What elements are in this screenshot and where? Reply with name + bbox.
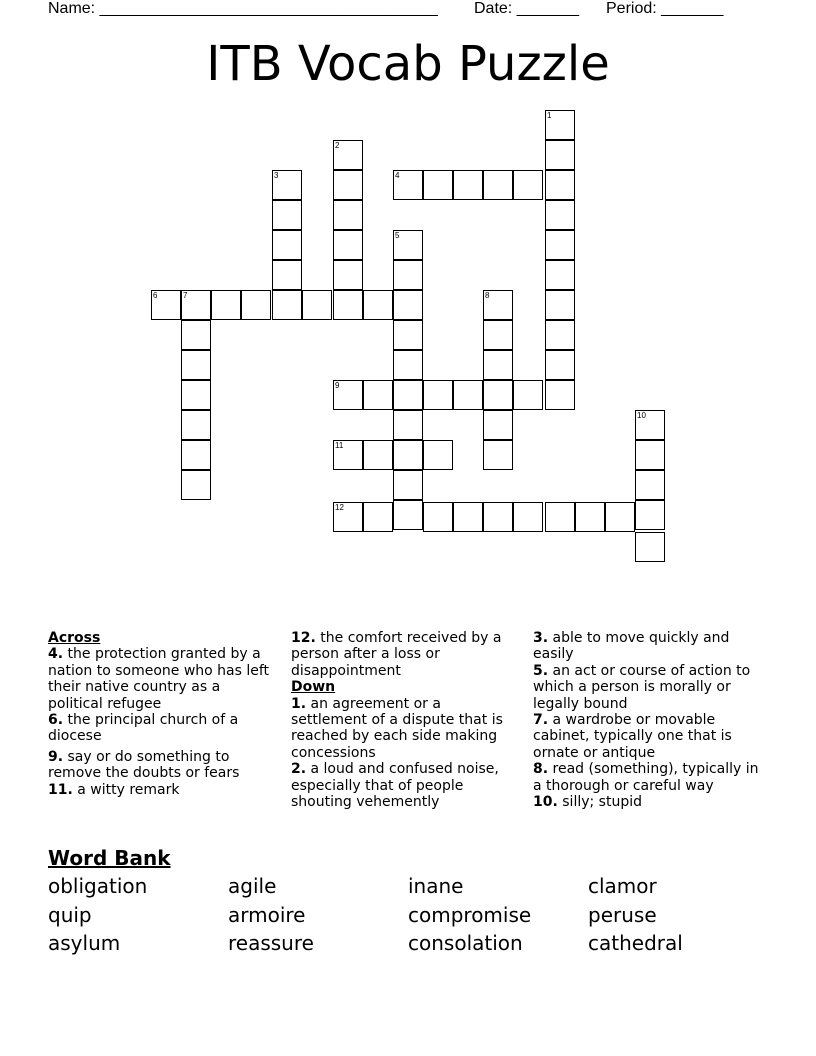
crossword-cell[interactable] [545,110,575,140]
clue-number: 12. [291,630,316,646]
clue-down-10 [533,794,763,810]
date-field[interactable]: Date: _______ [474,0,579,17]
crossword-cell[interactable] [181,320,211,350]
word-bank-item: quip [48,903,92,927]
clue-text: a wardrobe or movable cabinet, typically one that is ornate or antique [533,712,732,761]
word-bank-item: armoire [228,903,306,927]
crossword-cell[interactable] [333,260,363,290]
crossword-cell[interactable] [393,290,423,320]
clue-number: 5. [533,662,549,679]
crossword-cell[interactable] [393,320,423,350]
clues-column-1 [48,630,278,798]
crossword-cell[interactable] [333,380,363,410]
crossword-cell[interactable] [393,350,423,380]
crossword-cell[interactable] [545,502,575,532]
clues-column-2 [291,630,521,810]
cell-number: 4 [395,171,400,180]
crossword-cell[interactable] [393,230,423,260]
cell-number: 6 [153,291,158,300]
clue-text: say or do something to remove the doubts or fears [48,748,240,782]
cell-number: 5 [395,231,400,240]
clue-down-8 [533,761,763,794]
clue-across-9 [48,749,278,782]
clue-number: 8. [533,761,549,778]
clue-text: the protection granted by a nation to someone who has left their native country as a political refugee [48,646,270,712]
crossword-cell[interactable] [483,320,513,350]
clue-across-4 [48,646,278,712]
crossword-cell[interactable] [363,502,393,532]
cell-number: 12 [335,503,344,512]
crossword-cell[interactable] [483,440,513,470]
clue-number: 2. [291,761,307,778]
crossword-cell[interactable] [393,470,423,500]
crossword-cell[interactable] [545,230,575,260]
clue-text: an agreement or a settlement of a dispute that is reached by each side making concessions [291,695,503,761]
word-bank-item: consolation [408,931,523,955]
cell-number: 8 [485,291,490,300]
clue-text: silly; stupid [557,794,642,811]
clue-down-7 [533,712,763,761]
crossword-cell[interactable] [483,290,513,320]
word-bank-item: obligation [48,874,148,898]
crossword-cell[interactable] [635,500,665,530]
crossword-cell[interactable] [393,260,423,290]
crossword-cell[interactable] [393,170,423,200]
crossword-cell[interactable] [635,532,665,562]
crossword-cell[interactable] [241,290,271,320]
clue-number: 7. [533,712,549,729]
period-field[interactable]: Period: _______ [606,0,724,17]
word-bank-item: reassure [228,931,314,955]
crossword-cell[interactable] [393,410,423,440]
crossword-cell[interactable] [333,440,363,470]
word-bank-item: agile [228,874,277,898]
crossword-cell[interactable] [333,140,363,170]
crossword-cell[interactable] [453,380,483,410]
crossword-cell[interactable] [363,290,393,320]
crossword-cell[interactable] [483,380,513,410]
clue-text: able to move quickly and easily [533,630,730,663]
clue-down-2 [291,761,521,810]
name-field[interactable]: Name: ______________________________________ [48,0,438,17]
word-bank-item: inane [408,874,464,898]
clue-text: a witty remark [72,781,180,798]
crossword-cell[interactable] [272,260,302,290]
word-bank-item: cathedral [588,931,683,955]
crossword-cell[interactable] [272,170,302,200]
crossword-cell[interactable] [211,290,241,320]
clue-number: 10. [533,794,558,811]
cell-number: 2 [335,141,340,150]
crossword-cell[interactable] [513,380,543,410]
crossword-cell[interactable] [575,502,605,532]
crossword-cell[interactable] [423,170,453,200]
crossword-cell[interactable] [272,200,302,230]
cell-number: 9 [335,381,340,390]
crossword-cell[interactable] [302,290,332,320]
crossword-cell[interactable] [635,470,665,500]
crossword-cell[interactable] [333,170,363,200]
clue-number: 9. [48,748,64,765]
clue-across-6 [48,712,278,745]
clue-text: a loud and confused noise, especially that of people shouting vehemently [291,761,499,811]
crossword-cell[interactable] [545,380,575,410]
crossword-cell[interactable] [545,320,575,350]
crossword-cell[interactable] [181,470,211,500]
crossword-cell[interactable] [393,380,423,410]
crossword-cell[interactable] [181,410,211,440]
clue-down-1 [291,696,521,762]
word-bank-item: clamor [588,874,657,898]
crossword-cell[interactable] [181,380,211,410]
crossword-cell[interactable] [272,230,302,260]
crossword-cell[interactable] [545,140,575,170]
page-title: ITB Vocab Puzzle [206,36,610,92]
clue-text: read (something), typically in a thorough or careful way [533,761,759,794]
clue-number: 6. [48,712,64,729]
crossword-cell[interactable] [635,440,665,470]
clue-across-11 [48,782,278,798]
crossword-cell[interactable] [483,410,513,440]
crossword-cell[interactable] [483,170,513,200]
word-bank-item: peruse [588,903,657,927]
word-bank-item: compromise [408,903,532,927]
cell-number: 11 [335,441,344,450]
crossword-cell[interactable] [483,502,513,532]
crossword-cell[interactable] [363,440,393,470]
clue-text: an act or course of action to which a person is morally or legally bound [533,662,751,712]
crossword-cell[interactable] [423,380,453,410]
crossword-cell[interactable] [393,500,423,530]
clue-number: 3. [533,630,549,646]
crossword-cell[interactable] [272,290,302,320]
crossword-cell[interactable] [333,290,363,320]
crossword-cell[interactable] [545,290,575,320]
clues-column-3 [533,630,763,810]
cell-number: 7 [183,291,188,300]
clue-number: 1. [291,695,307,712]
crossword-cell[interactable] [605,502,635,532]
clue-down-5 [533,663,763,712]
clue-text: the principal church of a diocese [48,712,239,745]
clue-down-3 [533,630,763,663]
crossword-cell[interactable] [635,410,665,440]
crossword-cell[interactable] [333,502,363,532]
crossword-cell[interactable] [423,440,453,470]
clue-text: the comfort received by a person after a loss or disappointment [291,630,502,679]
crossword-cell[interactable] [151,290,181,320]
crossword-cell[interactable] [545,350,575,380]
crossword-cell[interactable] [513,170,543,200]
crossword-cell[interactable] [363,380,393,410]
crossword-cell[interactable] [333,200,363,230]
clue-number: 4. [48,646,64,663]
crossword-cell[interactable] [453,502,483,532]
crossword-cell[interactable] [513,502,543,532]
clue-across-12 [291,630,521,679]
cell-number: 10 [637,411,646,420]
crossword-cell[interactable] [483,350,513,380]
down-heading: Down [291,679,336,696]
crossword-cell[interactable] [393,440,423,470]
crossword-cell[interactable] [181,290,211,320]
crossword-cell[interactable] [181,350,211,380]
crossword-cell[interactable] [423,502,453,532]
crossword-cell[interactable] [545,170,575,200]
word-bank-title: Word Bank [48,846,171,870]
cell-number: 3 [274,171,279,180]
word-bank-item: asylum [48,931,121,955]
crossword-cell[interactable] [545,200,575,230]
across-heading: Across [48,630,101,646]
cell-number: 1 [547,111,552,120]
crossword-cell[interactable] [453,170,483,200]
crossword-cell[interactable] [545,260,575,290]
crossword-cell[interactable] [333,230,363,260]
clue-number: 11. [48,781,73,798]
crossword-cell[interactable] [181,440,211,470]
